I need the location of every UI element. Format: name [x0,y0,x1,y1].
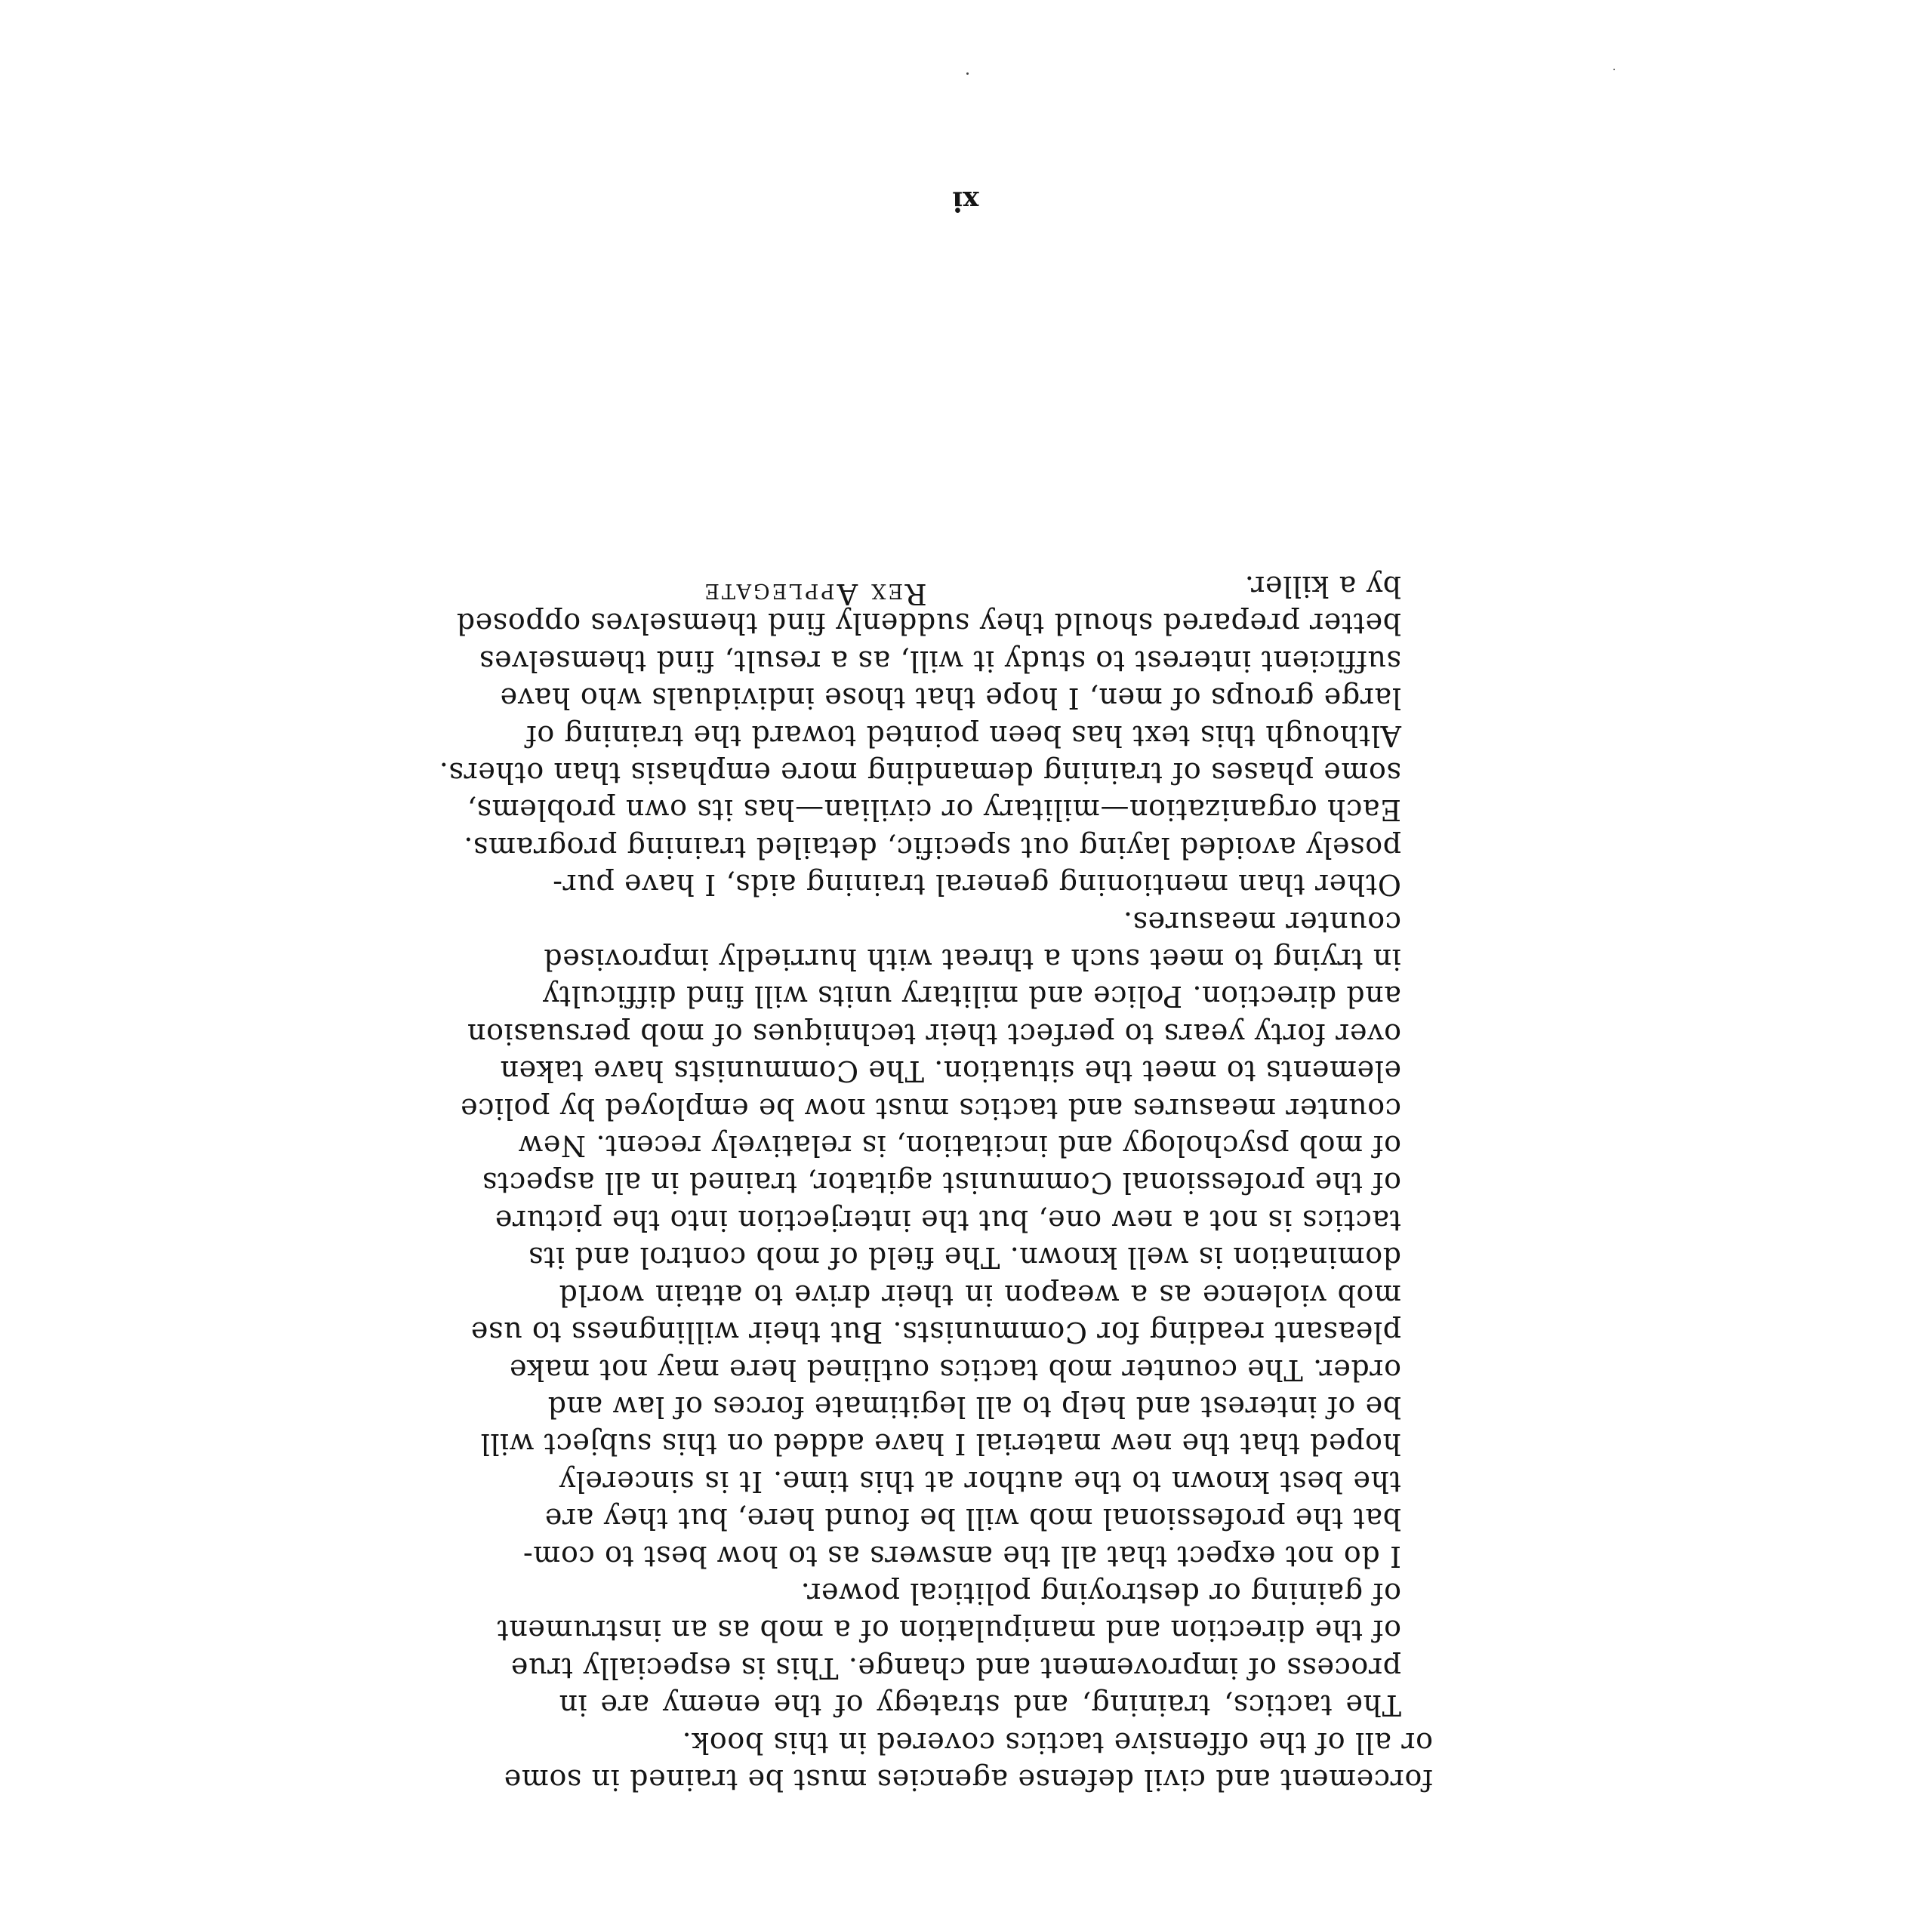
paragraph [439,754,1433,904]
text-line: process of improvement and change. This is especially true [510,1651,1401,1685]
paragraph [504,1723,1433,1798]
text-line: domination is well known. The field of mob control and its [528,1241,1401,1275]
text-line: I do not expect that all the answers as to how best to com- [522,1539,1401,1573]
text-line: by a killer. [1244,570,1401,603]
text-line: over forty years to perfect their techniques of mob persuasion [467,1017,1401,1051]
text-line: tactics is not a new one, but the interjection into the picture [495,1203,1401,1237]
text-line: forcement and civil defense agencies must be trained in some [504,1763,1433,1797]
paragraph [496,1575,1433,1724]
page-number: xi [952,185,979,217]
text-line: bat the professional mob will be found here, but they are [544,1502,1401,1536]
text-line: sufficient interest to study it will, as a result, find themselves [479,644,1401,678]
text-line: the best known to the author at this time. It is sincerely [559,1464,1401,1498]
author-signature: Rex Applegate [702,577,927,611]
scan-speck [966,72,969,75]
text-line: of mob psychology and incitation, is relatively recent. New [518,1129,1401,1163]
text-line: in trying to meet such a threat with hurriedly improvised [543,943,1401,977]
scan-speck [1613,69,1615,70]
text-line: large groups of men, I hope that those individuals who have [500,682,1401,716]
text-line: counter measures. [1123,905,1401,939]
text-line: order. The counter mob tactics outlined here may not make [509,1353,1401,1387]
text-line: and direction. Police and military units will find difficulty [542,980,1401,1014]
text-line: be of interest and help to all legitimate forces of law and [547,1390,1401,1424]
text-line: pleasant reading for Communists. But their willingness to use [470,1316,1401,1350]
paragraph [460,903,1433,1574]
text-line: of the direction and manipulation of a mob as an instrument [496,1614,1401,1648]
text-line: of the professional Communist agitator, trained in all aspects [482,1166,1401,1200]
text-line: elements to meet the situation. The Communists have taken [500,1055,1401,1088]
text-line: counter measures and tactics must now be employed by police [460,1092,1401,1125]
text-line: of gaining or destroying political power. [800,1576,1401,1610]
text-line: some phases of training demanding more emphasis than others. [439,756,1401,790]
body-text [439,568,1433,1798]
text-line: or all of the offensive tactics covered in this book. [682,1726,1433,1760]
text-line: posely avoided laying out specific, detailed training programs. [463,830,1401,864]
text-line: hoped that the new material I have added on this subject will [480,1427,1401,1461]
text-line: Although this text has been pointed toward the training of [525,719,1401,753]
text-line: The tactics, training, and strategy of the enemy are in [559,1689,1401,1723]
text-line: better prepared should they suddenly find themselves opposed [456,607,1401,641]
text-line: mob violence as a weapon in their drive to attain world [559,1278,1401,1312]
text-line: Other than mentioning general training aids, I have pur- [552,868,1401,902]
text-line: Each organization—military or civilian—has its own problems, [467,793,1401,827]
